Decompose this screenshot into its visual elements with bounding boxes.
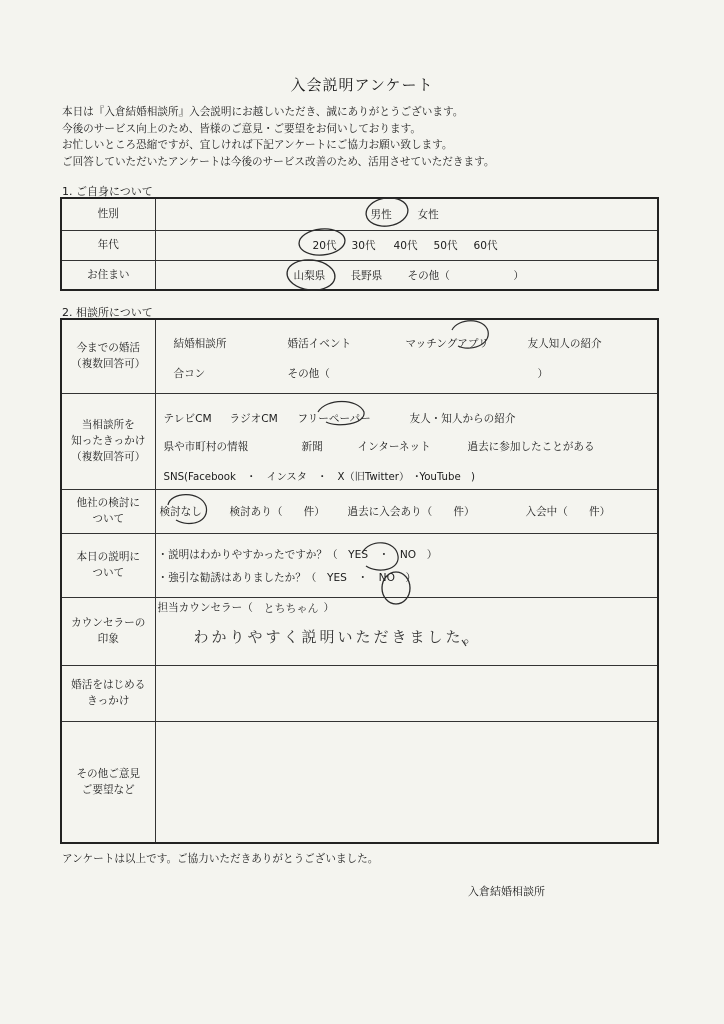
trigger-cell [155,393,658,489]
residence-label: お住まい [61,260,155,290]
past-activities-label [61,319,155,393]
age-option-40s[interactable]: 40代 [393,240,418,252]
residence-nagano[interactable]: 長野県 [350,269,383,282]
label-line: きっかけ [87,695,130,707]
label-line: 印象 [97,633,119,645]
others-option-current-member[interactable]: 入会中（ 件） [525,506,611,518]
trigger-option-radio[interactable]: ラジオCM [229,413,278,425]
intro-line: 今後のサービス向上のため、皆様のご意見・ご要望をお伺いしております。 [62,122,421,135]
section1-heading: 1. ご自身について [62,185,153,198]
label-line: ご要望など [81,783,135,796]
section1-table [60,197,659,291]
trigger-option-freepaper[interactable]: フリーペーパー [297,413,371,425]
intro-line: 本日は『入倉結婚相談所』入会説明にお越しいただき、誠にありがとうございます。 [62,106,464,118]
others-option-past-member[interactable]: 過去に入会あり（ 件） [347,506,475,518]
residence-other[interactable]: その他（ ） [407,269,525,282]
label-line: ついて [92,567,125,579]
counselor-cell [155,597,658,665]
counselor-assigned-label: 担当カウンセラー（ [157,602,253,614]
intro-line: ご回答していただいたアンケートは今後のサービス改善のため、活用させていただきます。 [62,155,495,168]
label-line: 当相談所を [81,419,135,431]
age-option-60s[interactable]: 60代 [473,240,498,252]
label-line: カウンセラーの [71,617,146,629]
past-option-friend[interactable]: 友人知人の紹介 [527,338,602,351]
gender-label: 性別 [61,198,155,230]
label-line: 今までの婚活 [76,342,141,355]
explain-question-pressure[interactable]: ・強引な勧誘はありましたか？（ YES ・ NO ） [157,572,417,584]
trigger-option-internet[interactable]: インターネット [357,441,431,453]
others-option-none[interactable]: 検討なし [159,506,202,518]
counselor-comment-handwritten: わかりやすく説明いただきました。 [193,628,482,646]
label-line: （複数回答可） [71,358,146,371]
residence-yamanashi[interactable]: 山梨県 [293,269,326,282]
form-title: 入会説明アンケート [290,76,434,94]
closing-message: アンケートは以上です。ご協力いただきありがとうございました。 [62,853,379,865]
age-option-20s[interactable]: 20代 [312,240,337,252]
explain-question-clarity[interactable]: ・説明はわかりやすかったですか？（ YES ・ NO ） [157,549,438,561]
trigger-option-tv[interactable]: テレビCM [163,413,212,425]
past-activities-cell [155,319,658,393]
start-trigger-field[interactable] [155,665,658,721]
past-option-goukon[interactable]: 合コン [173,368,206,381]
counselor-name-handwritten: とちちゃん [263,602,319,615]
label-line: その他ご意見 [76,767,141,780]
trigger-option-past-participation[interactable]: 過去に参加したことがある [467,441,595,453]
section2-table [60,318,659,844]
section2-heading: 2. 相談所について [62,306,153,319]
age-label: 年代 [61,230,155,260]
gender-cell [155,198,658,230]
age-cell [155,230,658,260]
past-option-event[interactable]: 婚活イベント [287,338,352,351]
trigger-option-municipal[interactable]: 県や市町村の情報 [163,441,249,453]
trigger-label [61,393,155,489]
start-trigger-label [61,665,155,721]
age-option-30s[interactable]: 30代 [351,240,376,252]
residence-cell [155,260,658,290]
label-line: 知ったきっかけ [71,435,146,447]
counselor-label [61,597,155,665]
age-option-50s[interactable]: 50代 [433,240,458,252]
label-line: ついて [92,513,125,525]
other-agencies-label [61,489,155,533]
label-line: 他社の検討に [76,497,141,509]
intro-text [62,104,494,170]
requests-field[interactable] [155,721,658,843]
trigger-option-sns[interactable]: SNS(Facebook ・ インスタ ・ X（旧Twitter） ･YouTube ) [163,472,475,483]
trigger-option-newspaper[interactable]: 新聞 [301,441,323,453]
past-option-other-close: ） [537,368,549,381]
counselor-assigned-close: ） [323,602,335,614]
past-option-other[interactable]: その他（ [287,368,330,381]
past-option-agency[interactable]: 結婚相談所 [173,338,227,351]
gender-male[interactable]: 男性 [370,209,392,222]
label-line: 本日の説明に [76,551,141,563]
other-agencies-cell [155,489,658,533]
label-line: 婚活をはじめる [71,679,146,691]
others-option-considering[interactable]: 検討あり（ 件） [229,506,325,518]
past-option-app[interactable]: マッチングアプリ [405,338,489,351]
explanation-label [61,533,155,597]
intro-line: お忙しいところ恐縮ですが、宜しければ下記アンケートにご協力お願い致します。 [62,139,453,151]
trigger-option-friend[interactable]: 友人・知人からの紹介 [409,413,516,425]
requests-label [61,721,155,843]
explanation-cell [155,533,658,597]
label-line: （複数回答可） [71,451,146,463]
office-name: 入倉結婚相談所 [468,885,545,898]
gender-female[interactable]: 女性 [417,209,439,222]
